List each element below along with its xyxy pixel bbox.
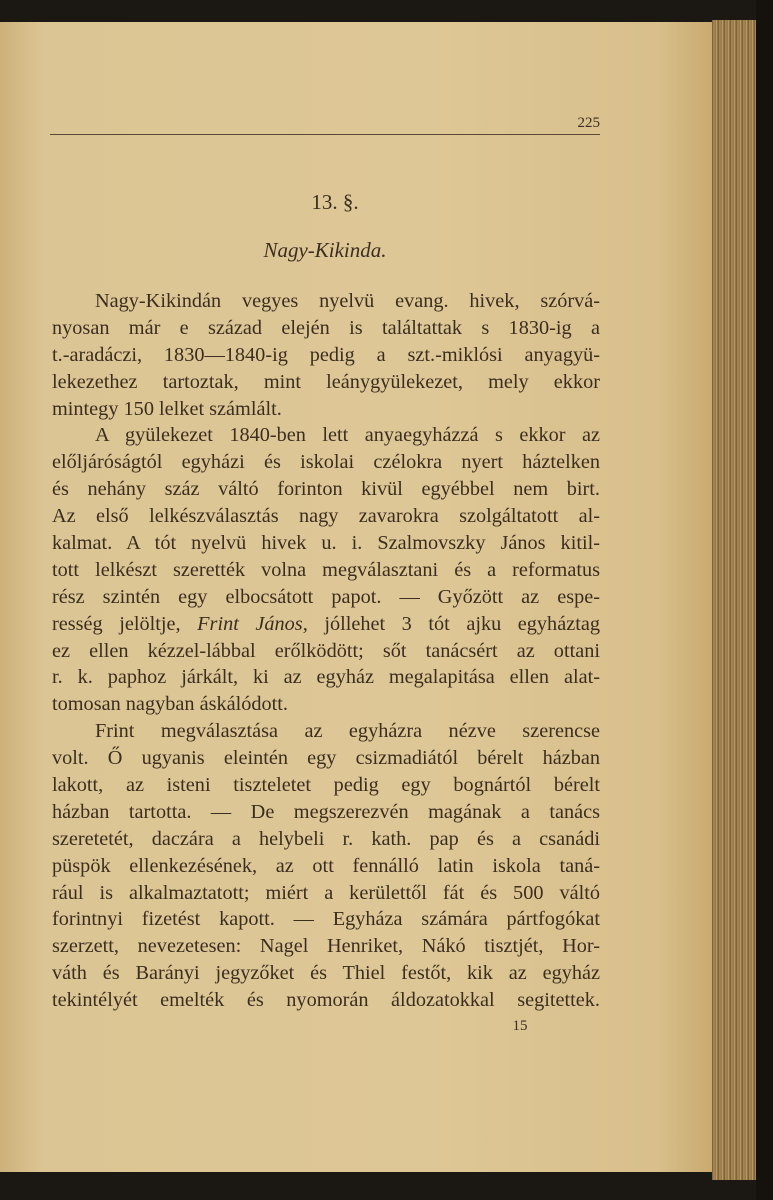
text-line	[52, 826, 600, 853]
text-line	[52, 342, 600, 369]
text-line	[52, 611, 600, 638]
page-number: 225	[577, 115, 600, 131]
text-segment: és nehány száz váltó forinton kivül egyébbel nem birt.	[52, 478, 600, 501]
text-line	[52, 745, 600, 772]
text-segment: tott lelkészt szerették volna megválasztani és a reformatus	[52, 558, 600, 581]
text-segment: t.-aradáczi, 1830—1840-ig pedig a szt.-miklósi anyagyü-	[52, 343, 600, 366]
text-line	[52, 369, 600, 396]
signature-mark: 15	[512, 1018, 528, 1034]
text-segment: jóllehet 3 tót ajku egyháztag	[307, 612, 600, 635]
body-text	[52, 288, 600, 1014]
italic-name: Frint János,	[197, 612, 308, 635]
text-segment: rául is alkalmaztatott; miért a kerülettől fát és 500 váltó	[52, 881, 600, 904]
book-cover-shadow	[756, 0, 773, 1200]
text-line	[52, 933, 600, 960]
text-line	[52, 960, 600, 987]
text-segment: Az első lelkészválasztás nagy zavarokra szolgáltatott al-	[52, 505, 600, 528]
header-rule	[50, 134, 600, 135]
text-line	[52, 691, 600, 718]
text-segment: szerzett, nevezetesen: Nagel Henriket, Nákó tisztjét, Hor-	[52, 935, 600, 958]
text-line	[52, 772, 600, 799]
text-line	[52, 880, 600, 907]
text-line	[52, 396, 600, 423]
text-segment: A gyülekezet 1840-ben lett anyaegyházzá s ekkor az	[95, 424, 600, 447]
text-segment: mintegy 150 lelket számlált.	[52, 397, 282, 420]
text-line	[52, 584, 600, 611]
text-segment: tomosan nagyban áskálódott.	[52, 693, 289, 716]
text-segment: rész szintén egy elbocsátott papot. — Győzött az espe-	[52, 585, 600, 608]
text-segment: r. k. paphoz járkált, ki az egyház megalapitása ellen alat-	[52, 666, 600, 689]
text-segment: lekezethez tartoztak, mint leánygyülekezet, mely ekkor	[52, 370, 600, 393]
text-segment: tekintélyét emelték és nyomorán áldozatokkal segitettek.	[52, 989, 600, 1012]
text-line	[52, 638, 600, 665]
text-line	[52, 503, 600, 530]
section-title: Nagy-Kikinda.	[263, 238, 387, 262]
text-line	[52, 799, 600, 826]
paragraph	[52, 288, 600, 422]
text-segment: kalmat. A tót nyelvü hivek u. i. Szalmovszky János kitil-	[52, 532, 600, 555]
section-number: 13. §.	[311, 190, 359, 214]
text-line	[52, 853, 600, 880]
text-segment: ez ellen kézzel-lábbal erőlködött; sőt tanácsért az ottani	[52, 639, 600, 662]
text-segment: szeretetét, daczára a helybeli r. kath. pap és a csanádi	[52, 827, 600, 850]
text-segment: házban tartotta. — De megszerezvén magának a tanács	[52, 800, 600, 823]
text-segment: resség jelöltje,	[52, 612, 198, 635]
text-line	[52, 288, 600, 315]
text-line	[52, 476, 600, 503]
text-segment: püspök ellenkezésének, az ott fennálló latin iskola taná-	[52, 854, 600, 877]
text-segment: nyosan már e század elején is találtattak s 1830-ig a	[52, 316, 600, 339]
paragraph	[52, 422, 600, 718]
text-segment: váth és Barányi jegyzőket és Thiel festőt, kik az egyház	[52, 962, 600, 985]
text-segment: előljáróságtól egyházi és iskolai czélokra nyert háztelken	[52, 451, 600, 474]
text-line	[52, 315, 600, 342]
text-line	[52, 530, 600, 557]
text-line	[52, 449, 600, 476]
text-segment: Nagy-Kikindán vegyes nyelvü evang. hivek, szórvá-	[95, 290, 600, 312]
text-line	[52, 422, 600, 449]
page-edges	[712, 20, 758, 1180]
text-segment: forintnyi fizetést kapott. — Egyháza számára pártfogókat	[52, 908, 600, 931]
text-line	[52, 664, 600, 691]
text-line	[52, 557, 600, 584]
text-segment: Frint megválasztása az egyházra nézve szerencse	[95, 720, 600, 743]
paragraph	[52, 718, 600, 1014]
text-line	[52, 718, 600, 745]
text-segment: volt. Ő ugyanis eleintén egy csizmadiától bérelt házban	[52, 747, 600, 770]
text-line	[52, 906, 600, 933]
text-line	[52, 987, 600, 1014]
text-segment: lakott, az isteni tiszteletet pedig egy bognártól bérelt	[52, 774, 600, 797]
